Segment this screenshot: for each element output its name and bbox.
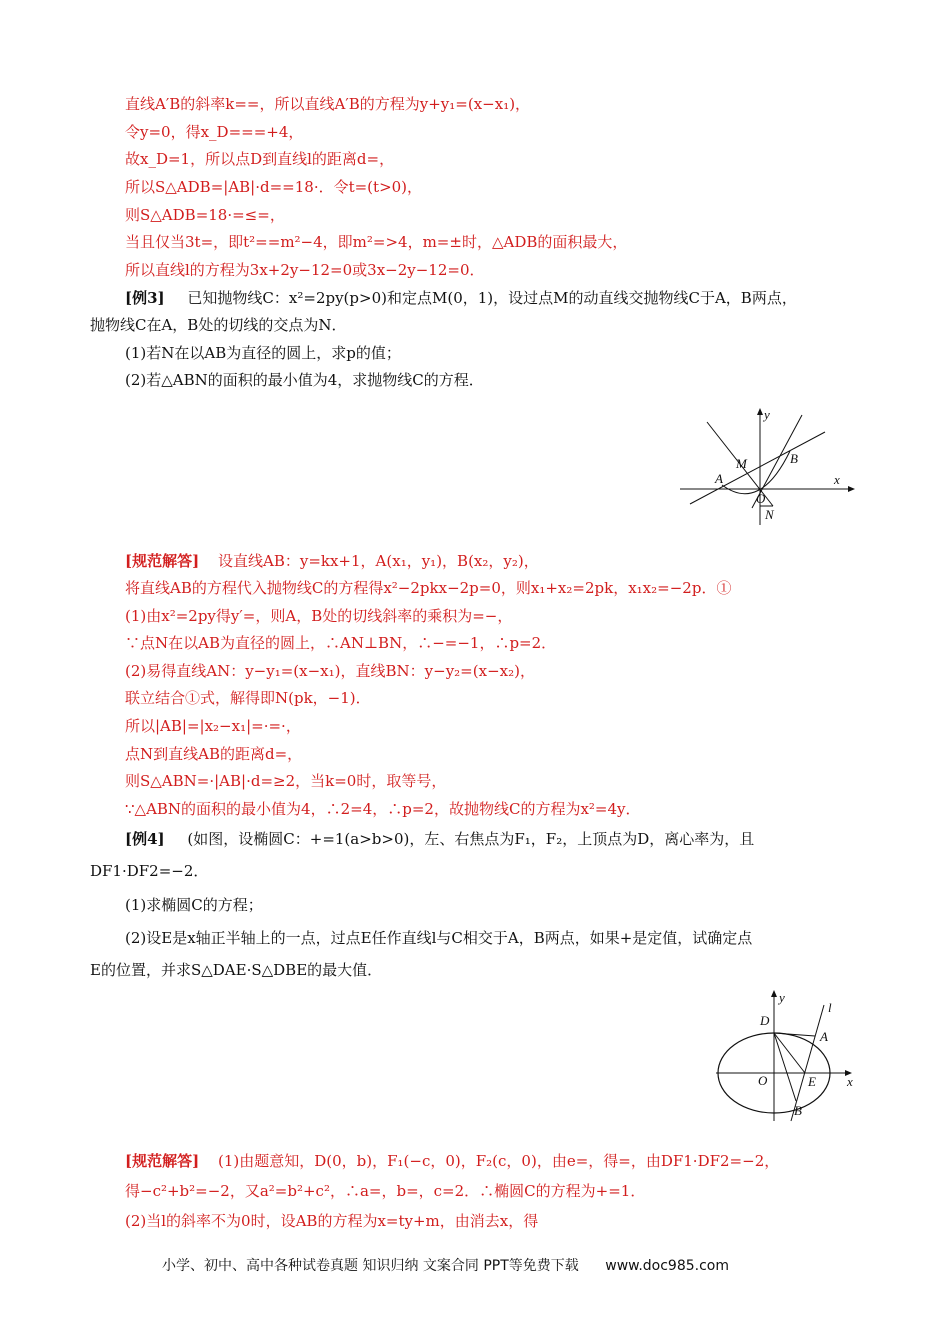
example4-text: (如图，设椭圆C：+=1(a>b>0)，左、右焦点为F₁，F₂，上顶点为D，离心率为，且 bbox=[187, 830, 755, 848]
example3-figure bbox=[672, 405, 862, 530]
solution-line: 直线A′B的斜率k==，所以直线A′B的方程为y+y₁=(x−x₁)， bbox=[125, 95, 531, 113]
solution3-line: [规范解答] 设直线AB：y=kx+1，A(x₁，y₁)，B(x₂，y₂)， bbox=[125, 552, 539, 570]
example3-statement-cont: 抛物线C在A，B处的切线的交点为N． bbox=[90, 316, 347, 334]
solution-line: 令y=0，得x_D===+4， bbox=[125, 123, 304, 141]
solution-line: 所以直线l的方程为3x+2y−12=0或3x−2y−12=0． bbox=[125, 261, 485, 279]
segment-de bbox=[774, 1033, 805, 1073]
line-l-label: l bbox=[828, 1000, 832, 1015]
origin-label: O bbox=[756, 491, 766, 506]
point-n-label: N bbox=[765, 507, 774, 522]
solution-line: 则S△ADB=18·=≤=， bbox=[125, 206, 285, 224]
solution3-line: 将直线AB的方程代入抛物线C的方程得x²−2pkx−2p=0，则x₁+x₂=2pk，x₁x₂=−2p．① bbox=[125, 579, 732, 597]
solution3-line: 点N到直线AB的距离d=， bbox=[125, 745, 303, 763]
point-a-label: A bbox=[715, 471, 723, 486]
solution3-tag: [规范解答] bbox=[125, 552, 200, 570]
x-axis-label: x bbox=[834, 472, 840, 487]
footer-link[interactable]: www.doc985.com bbox=[605, 1258, 729, 1274]
solution3-line: 所以|AB|=|x₂−x₁|=·=·， bbox=[125, 717, 301, 735]
point-d-label: D bbox=[760, 1013, 770, 1028]
example3-text: 已知抛物线C：x²=2py(p>0)和定点M(0，1)，设过点M的动直线交抛物线C于A，B两点， bbox=[187, 289, 797, 307]
y-axis-arrow-icon bbox=[757, 408, 763, 415]
origin-label: O bbox=[758, 1073, 768, 1088]
point-m-label: M bbox=[736, 456, 747, 471]
solution4-line: (2)当l的斜率不为0时，设AB的方程为x=ty+m，由消去x，得 bbox=[125, 1212, 539, 1230]
footer-text: 小学、初中、高中各种试卷真题 知识归纳 文案合同 PPT等免费下载 bbox=[162, 1258, 579, 1274]
solution4-tag: [规范解答] bbox=[125, 1152, 200, 1170]
y-axis-label: y bbox=[779, 990, 785, 1005]
solution3-line: (2)易得直线AN：y−y₁=(x−x₁)，直线BN：y−y₂=(x−x₂)， bbox=[125, 662, 535, 680]
example4-statement-cont: DF1·DF2=−2． bbox=[90, 862, 209, 880]
segment-db bbox=[774, 1033, 796, 1101]
solution4-line: 得−c²+b²=−2，又a²=b²+c²，∴a=，b=，c=2．∴椭圆C的方程为+=1． bbox=[125, 1182, 646, 1200]
solution-line: 故x_D=1，所以点D到直线l的距离d=， bbox=[125, 150, 395, 168]
example4-question-2: (2)设E是x轴正半轴上的一点，过点E任作直线l与C相交于A，B两点，如果+是定值，试确定点 bbox=[125, 929, 753, 947]
example3-question-1: (1)若N在以AB为直径的圆上，求p的值； bbox=[125, 344, 401, 362]
point-a-label: A bbox=[820, 1029, 828, 1044]
x-axis-label: x bbox=[847, 1074, 853, 1089]
parabola-curve bbox=[722, 451, 790, 494]
example4-figure bbox=[710, 985, 870, 1125]
solution-line: 所以S△ADB=|AB|·d==18·．令t=(t>0)， bbox=[125, 178, 423, 196]
point-e-label: E bbox=[808, 1074, 816, 1089]
example4-question-2-cont: E的位置，并求S△DAE·S△DBE的最大值． bbox=[90, 961, 383, 979]
example4-tag: [例4] bbox=[125, 830, 165, 848]
page-footer bbox=[162, 1255, 729, 1275]
solution3-line: (1)由x²=2py得y′=，则A，B处的切线斜率的乘积为=−， bbox=[125, 607, 513, 625]
solution3-line: ∵△ABN的面积的最小值为4，∴2=4，∴p=2，故抛物线C的方程为x²=4y． bbox=[125, 800, 641, 818]
solution3-line: 则S△ABN=·|AB|·d=≥2，当k=0时，取等号， bbox=[125, 772, 447, 790]
solution3-line: 联立结合①式，解得即N(pk，−1)． bbox=[125, 689, 371, 707]
example3-statement bbox=[125, 287, 797, 309]
point-b-label: B bbox=[790, 451, 798, 466]
point-b-label: B bbox=[794, 1103, 802, 1118]
example4-statement bbox=[125, 828, 754, 850]
solution3-line: ∵点N在以AB为直径的圆上，∴AN⊥BN，∴−=−1，∴p=2． bbox=[125, 634, 557, 652]
example3-tag: [例3] bbox=[125, 289, 165, 307]
y-axis-label: y bbox=[764, 407, 770, 422]
example4-question-1: (1)求椭圆C的方程； bbox=[125, 896, 263, 914]
x-axis-arrow-icon bbox=[848, 486, 855, 492]
y-axis-arrow-icon bbox=[771, 990, 777, 997]
solution-line: 当且仅当3t=，即t²==m²−4，即m²=>4，m=±时，△ADB的面积最大， bbox=[125, 233, 628, 251]
example3-question-2: (2)若△ABN的面积的最小值为4，求抛物线C的方程． bbox=[125, 371, 484, 389]
solution4-line: [规范解答] (1)由题意知，D(0，b)，F₁(−c，0)，F₂(c，0)，由e=，得=，由DF1·DF2=−2， bbox=[125, 1152, 780, 1170]
